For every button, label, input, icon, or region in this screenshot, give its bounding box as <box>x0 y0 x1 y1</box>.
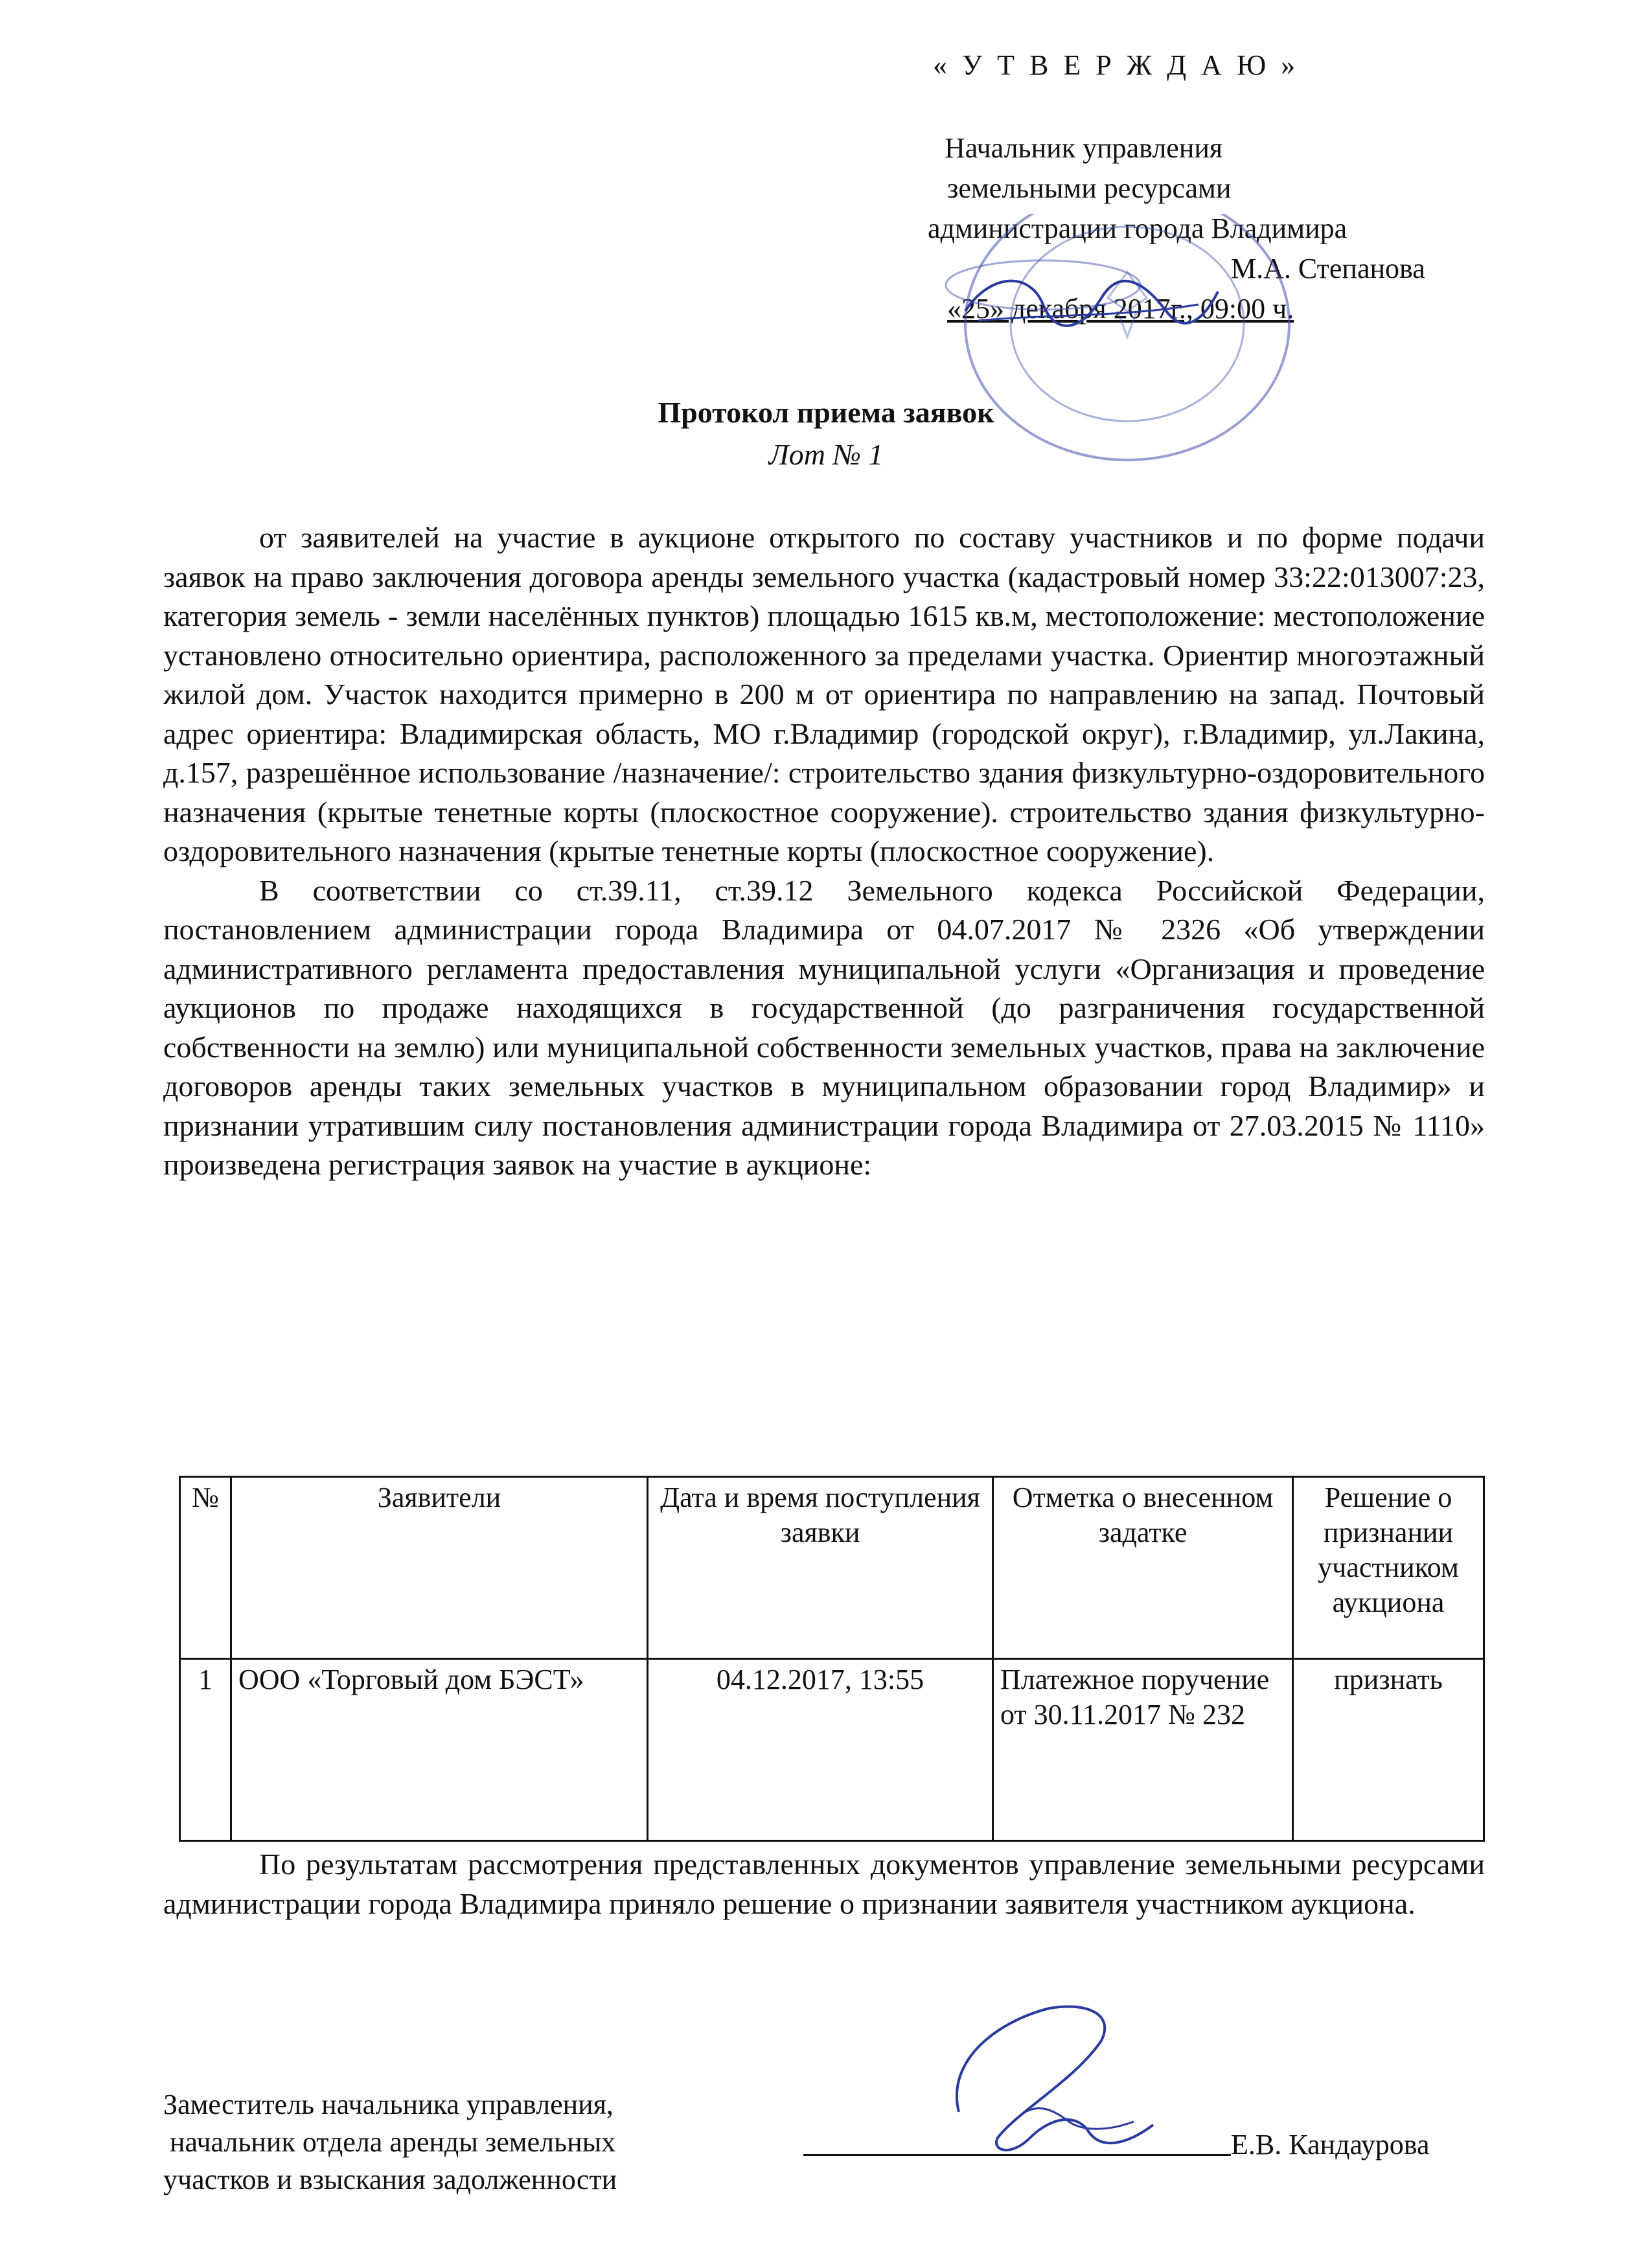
approval-date: «25» декабря 2017г., 09:00 ч. <box>947 293 1294 325</box>
header-datetime: Дата и время поступления заявки <box>648 1477 993 1659</box>
decision-text <box>163 1845 1485 1923</box>
header-num: № <box>180 1477 231 1659</box>
paragraph-result: По результатам рассмотрения представленных документов управление земельными ресурсами администрации города Владимира приняло решение о признании заявителя участником аукциона. <box>163 1848 1485 1920</box>
signatory-name: Е.В. Кандаурова <box>1231 2129 1430 2160</box>
approval-position-line-3: администрации города Владимира <box>928 212 1348 244</box>
row-deposit: Платежное поручение от 30.11.2017 № 232 <box>993 1659 1293 1841</box>
deputy-signature <box>920 1982 1192 2177</box>
table-row <box>180 1659 1484 1841</box>
lot-number: Лот № 1 <box>768 438 884 471</box>
table-header-row <box>180 1477 1484 1659</box>
signature-line <box>803 2154 1231 2156</box>
approval-title: « У Т В Е Р Ж Д А Ю » <box>933 49 1300 81</box>
row-datetime: 04.12.2017, 13:55 <box>648 1659 993 1841</box>
paragraph-legal-basis: В соответствии со ст.39.11, ст.39.12 Земельного кодекса Российской Федерации, постановлением администрации города Владимира от 04.07.2017 № 2326 «Об утверждении административного регламента предоставления муниципальной услуги «Организация и проведение аукционов по продаже находящихся в государственной (до разграничения государственной собственности на землю) или муниципальной собственности земельных участков, права на заключение договоров аренды таких земельных участков в муниципальном образовании город Владимир» и признании утратившим силу постановления администрации города Владимира от 27.03.2015 № 1110» произведена регистрация заявок на участие в аукционе: <box>163 873 1485 1181</box>
header-applicants: Заявители <box>231 1477 648 1659</box>
header-deposit: Отметка о внесенном задатке <box>993 1477 1293 1659</box>
signatory-line-1: Заместитель начальника управления, <box>163 2089 614 2120</box>
document-body <box>163 518 1485 1185</box>
applications-table <box>179 1476 1485 1842</box>
signatory-line-3: участков и взыскания задолженности <box>163 2164 617 2195</box>
approver-signature <box>952 259 1224 343</box>
signatory-position <box>163 2086 617 2199</box>
signatory-line-2: начальник отдела аренды земельных <box>170 2126 616 2158</box>
approval-position-line-2: земельными ресурсами <box>947 172 1232 204</box>
document-title: Протокол приема заявок <box>658 396 994 429</box>
row-decision: признать <box>1293 1659 1484 1841</box>
approver-name: М.А. Степанова <box>1231 253 1425 284</box>
row-applicant: ООО «Торговый дом БЭСТ» <box>231 1659 648 1841</box>
approval-position-line-1: Начальник управления <box>945 132 1223 164</box>
paragraph-subject: от заявителей на участие в аукционе открытого по составу участников и по форме подачи заявок на право заключения договора аренды земельного участка (кадастровый номер 33:22:013007:23, категория земель - земли населённых пунктов) площадью 1615 кв.м, местоположение: местоположение установлено относительно ориентира, расположенного за пределами участка. Ориентир многоэтажный жилой дом. Участок находится примерно в 200 м от ориентира по направлению на запад. Почтовый адрес ориентира: Владимирская область, МО г.Владимир (городской округ), г.Владимир, ул.Лакина, д.157, разрешённое использование /назначение/: строительство здания физкультурно-оздоровительного назначения (крытые тенетные корты (плоскостное сооружение). строительство здания физкультурно-оздоровительного назначения (крытые тенетные корты (плоскостное сооружение). <box>163 521 1485 867</box>
header-decision: Решение о признании участником аукциона <box>1293 1477 1484 1659</box>
row-num: 1 <box>180 1659 231 1841</box>
